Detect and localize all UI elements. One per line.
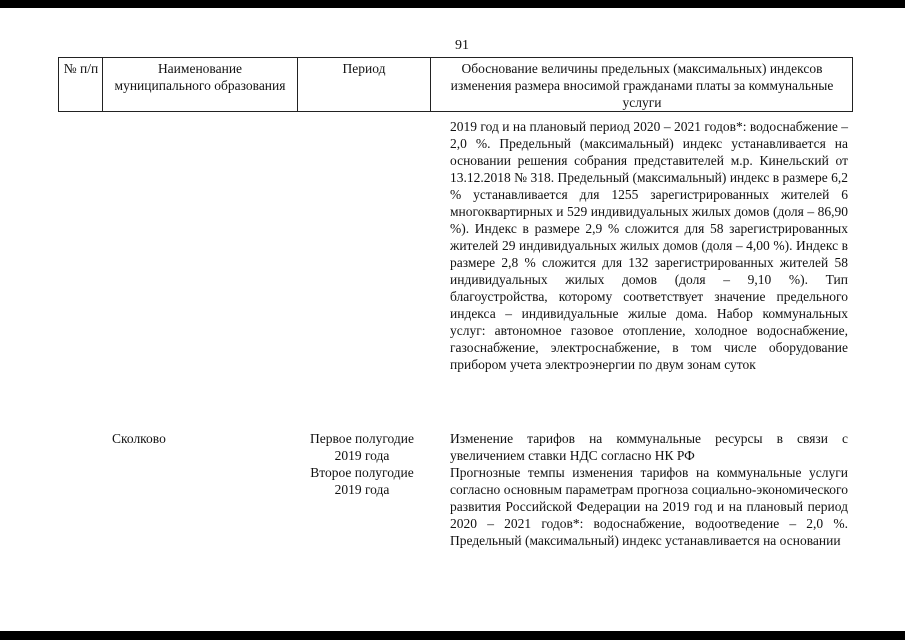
header-period: Период xyxy=(342,61,386,76)
scan-border-top xyxy=(0,0,905,8)
justification-continuation xyxy=(450,118,848,373)
municipality-name: Сколково xyxy=(112,431,166,446)
period-second-half: Второе полугодие 2019 года xyxy=(310,465,414,497)
justification-first-half-text: Изменение тарифов на коммунальные ресурсы в связи с увеличением ставки НДС согласно НК РФ xyxy=(450,431,848,463)
header-bottom-border xyxy=(58,111,853,112)
header-num: № п/п xyxy=(63,61,99,76)
justification-second-half-text: Прогнозные темпы изменения тарифов на коммунальные услуги согласно основным параметрам прогноза социально-экономического развития Российской Федерации на 2019 год и на плановый период 2020 – 2021 годов*: водоснабжение, водоотведение – 2,0 %. Предельный (максимальный) индекс устанавливается на основании xyxy=(450,465,848,548)
header-left-border xyxy=(58,57,59,112)
header-divider-1 xyxy=(102,57,103,112)
header-divider-2 xyxy=(297,57,298,112)
header-top-border xyxy=(58,57,853,58)
page-number: 91 xyxy=(455,38,469,53)
justification-first-half xyxy=(450,430,848,464)
justification-continuation-text: 2019 год и на плановый период 2020 – 2021 годов*: водоснабжение – 2,0 %. Предельный (максимальный) индекс устанавливается на основании решения собрания представителей м.р. Кинельский от 13.12.2018 № 318. Предельный (максимальный) индекс в размере 6,2 % устанавливается для 1255 зарегистрированных жителей 6 многоквартирных и 529 индивидуальных жилых домов (доля – 86,90 %). Индекс в размере 2,9 % сложится для 58 зарегистрированных жителей 29 индивидуальных жилых домов (доля – 4,00 %). Индекс в размере 2,8 % сложится для 132 зарегистрированных жителей 58 индивидуальных жилых домов (доля – 9,10 %). Тип благоустройства, которому соответствует значение предельного индекса – индивидуальные жилые дома. Набор коммунальных услуг: автономное газовое отопление, холодное водоснабжение, газоснабжение, электроснабжение, в том числе оборудование прибором учета электроэнергии по двум зонам суток xyxy=(450,119,848,372)
period-first-half: Первое полугодие 2019 года xyxy=(310,431,414,463)
header-right-border xyxy=(852,57,853,112)
header-municipality: Наименование муниципального образования xyxy=(114,61,286,93)
scan-border-bottom xyxy=(0,631,905,640)
justification-second-half xyxy=(450,464,848,549)
header-divider-3 xyxy=(430,57,431,112)
header-justification: Обоснование величины предельных (максимальных) индексов изменения размера вносимой гражданами платы за коммунальные услуги xyxy=(450,61,834,110)
